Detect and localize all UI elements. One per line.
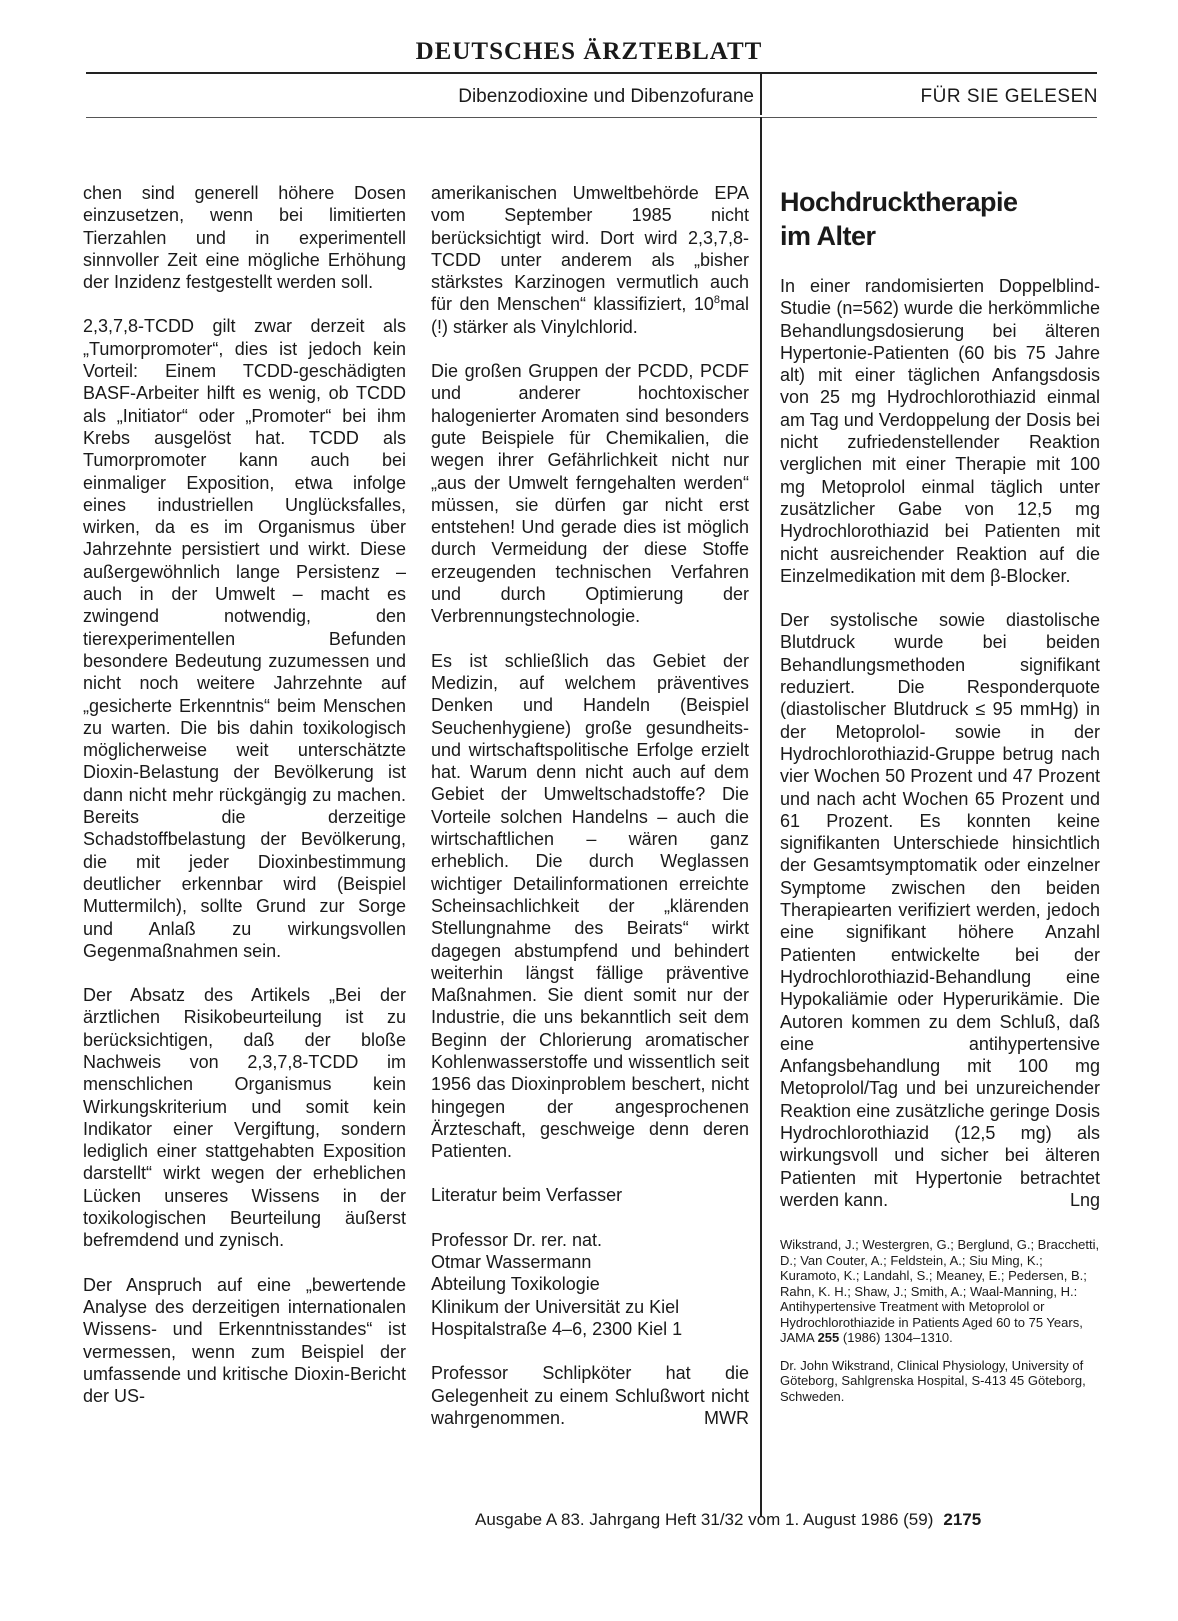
editor-initials: Lng bbox=[1069, 1189, 1100, 1210]
paragraph: amerikanischen Umweltbehörde EPA vom September 1985 nicht berücksichtigt wird. Dort wird 2,3,7,8-TCDD unter anderem als „bisher stärkstes Karzinogen vermutlich auch für den Menschen“ klassifiziert, $10^8mal$ (!) stärker als Vinylchlorid. bbox=[431, 183, 749, 337]
column-divider bbox=[760, 117, 762, 1517]
closing-note: Professor Schlipköter hat die Gelegenheit zu einem Schlußwort nicht wahrgenommen. MWR bbox=[431, 1363, 749, 1428]
paragraph: Der Anspruch auf eine „bewertende Analyse des derzeitigen internationalen Wissens- und Erkenntnisstandes“ ist vermessen, wenn zum Beispiel der umfassende und kritische Dioxin-Bericht der US- bbox=[83, 1274, 406, 1407]
column-2 bbox=[431, 182, 749, 1451]
page-number: 2175 bbox=[943, 1510, 982, 1529]
journal-masthead: DEUTSCHES ÄRZTEBLATT bbox=[415, 38, 763, 65]
author-contact: Dr. John Wikstrand, Clinical Physiology, University of Göteborg, Sahlgrenska Hospital, S-413 45 Göteborg, Schweden. bbox=[780, 1357, 1086, 1404]
paragraph: In einer randomisierten Doppelblind-Studie (n=562) wurde die herkömmliche Behandlungsdosierung bei älteren Hypertonie-Patienten (60 bis 75 Jahre alt) mit einer täglichen Anfangsdosis von 25 mg Hydrochlorothiazid einmal am Tag und Verdoppelung der Dosis bei nicht zufriedenstellender Reaktion verglichen mit einer Therapie mit 100 mg Metoprolol einmal täglich unter zusätzlicher Gabe von 12,5 mg Hydrochlorothiazid bei Patienten mit nicht ausreichender Reaktion auf die Einzelmedikation mit dem β-Blocker. bbox=[780, 276, 1100, 586]
references bbox=[780, 1237, 1100, 1404]
column-1 bbox=[83, 182, 406, 1429]
section-label: FÜR SIE GELESEN bbox=[920, 86, 1098, 107]
masthead-rule bbox=[86, 72, 1097, 74]
article-title: Hochdrucktherapie im Alter bbox=[780, 187, 1018, 251]
reference: Wikstrand, J.; Westergren, G.; Berglund, G.; Bracchetti, D.; Van Couter, A.; Feldstein, A.; Siu Ming, K.; Kuramoto, K.; Landahl, S.; Meaney, E.; Pedersen, B.; Rahn, K. H.; Shaw, J.; Smith, A.; Waal-Manning, H.: Antihypertensive Treatment with Metoprolol or Hydrochlorothiazide in Patients Aged 60 to 75 Years, JAMA 255 (1986) 1304–1310. bbox=[780, 1237, 1100, 1346]
paragraph: Der systolische sowie diastolische Blutdruck wurde bei beiden Behandlungsmethoden signifikant reduziert. Die Responderquote (diastolischer Blutdruck ≤ 95 mmHg) in der Metoprolol- sowie in der Hydrochlorothiazid-Gruppe betrug nach vier Wochen 50 Prozent und 47 Prozent und nach acht Wochen 65 Prozent und 61 Prozent. Es konnten keine signifikanten Unterschiede hinsichtlich der Gesamtsymptomatik oder einzelner Symptome zwischen den beiden Therapiearten verifiziert werden, jedoch eine signifikant höhere Anzahl Patienten entwickelte bei der Hydrochlorothiazid-Behandlung eine Hypokaliämie oder Hyperurikämie. Die Autoren kommen zu dem Schluß, daß eine antihypertensive Anfangsbehandlung mit 100 mg Metoprolol/Tag und bei unzureichender Reaktion eine zusätzliche geringe Dosis Hydrochlorothiazid (12,5 mg) als wirkungsvoll und sicher bei älteren Patienten mit Hypertonie betrachtet werden kann. Lng bbox=[780, 610, 1100, 1210]
literature-note: Literatur beim Verfasser bbox=[431, 1185, 623, 1206]
paragraph: 2,3,7,8-TCDD gilt zwar derzeit als „Tumorpromoter“, dies ist jedoch kein Vorteil: Einem TCDD-geschädigten BASF-Arbeiter hilft es wenig, ob TCDD als „Initiator“ oder „Promoter“ bei ihm Krebs ausgelöst hat. TCDD als Tumorpromoter kann auch bei einmaliger Exposition, etwa infolge eines industriellen Unglücksfalles, wirken, da es im Organismus über Jahrzehnte persistiert und wirkt. Diese außergewöhnlich lange Persistenz – auch in der Umwelt – macht es zwingend notwendig, den tierexperimentellen Befunden besondere Bedeutung zuzumessen und nicht noch weitere Jahrzehnte auf „gesicherte Erkenntnis“ beim Menschen zu warten. Die bis dahin toxikologisch möglicherweise weit unterschätzte Dioxin-Belastung der Bevölkerung ist dann nicht mehr rückgängig zu machen. Bereits die derzeitige Schadstoffbelastung der Bevölkerung, die mit jeder Dioxinbestimmung deutlicher erkennbar wird (Beispiel Muttermilch), sollte Grund zur Sorge und Anlaß zu wirkungsvollen Gegenmaßnahmen sein. bbox=[83, 316, 406, 961]
paragraph: Die großen Gruppen der PCDD, PCDF und anderer hochtoxischer halogenierter Aromaten sind besonders gute Beispiele für Chemikalien, die wegen ihrer Gefährlichkeit nicht nur „aus der Umwelt ferngehalten werden“ müssen, sie dürfen gar nicht erst entstehen! Und gerade dies ist möglich durch Vermeidung der diese Stoffe erzeugenden technischen Verfahren und durch Optimierung der Verbrennungstechnologie. bbox=[431, 361, 749, 627]
paragraph: Es ist schließlich das Gebiet der Medizin, auf welchem präventives Denken und Handeln (Beispiel Seuchenhygiene) große gesundheits- und wirtschaftspolitische Erfolge erzielt hat. Warum denn nicht auch auf dem Gebiet der Umweltschadstoffe? Die Vorteile solchen Handelns – auch die wirtschaftlichen – wären ganz erheblich. Die durch Weglassen wichtiger Detailinformationen erreichte Scheinsachlichkeit der „klärenden Stellungnahme des Beirats“ wirkt dagegen abstumpfend und behindert weiterhin längst fällige präventive Maßnahmen. Sie dient somit nur der Industrie, die uns bekanntlich seit dem Beginn der Chlorierung aromatischer Kohlenwasserstoffe und wissentlich seit 1956 das Dioxinproblem beschert, nicht hingegen der angesprochenen Ärzteschaft, geschweige denn deren Patienten. bbox=[431, 650, 749, 1162]
exponent: 8 bbox=[713, 294, 720, 307]
issue-info: Ausgabe A 83. Jahrgang Heft 31/32 vom 1. August 1986 (59) bbox=[475, 1510, 934, 1529]
page-footer bbox=[475, 1510, 981, 1530]
author-address: Professor Dr. rer. nat. Otmar Wassermann Abteilung Toxikologie Klinikum der Universität zu Kiel Hospitalstraße 4–6, 2300 Kiel 1 bbox=[431, 1229, 683, 1339]
column-3 bbox=[780, 185, 1100, 1416]
editor-initials: MWR bbox=[704, 1407, 749, 1428]
header-rule bbox=[86, 117, 1097, 118]
header-divider bbox=[760, 73, 762, 115]
paragraph: Der Absatz des Artikels „Bei der ärztlichen Risikobeurteilung ist zu berücksichtigen, daß der bloße Nachweis von 2,3,7,8-TCDD im menschlichen Organismus kein Wirkungskriterium und somit kein Indikator einer Vergiftung, sondern lediglich einer stattgehabten Exposition darstellt“ wirkt wegen der erheblichen Lücken unseres Wissens in der toxikologischen Beurteilung äußerst befremdend und zynisch. bbox=[83, 985, 406, 1251]
paragraph: chen sind generell höhere Dosen einzusetzen, wenn bei limitierten Tierzahlen und in experimentell sinnvoller Zeit eine mögliche Erhöhung der Inzidenz festgestellt werden soll. bbox=[83, 183, 406, 293]
article-topic: Dibenzodioxine und Dibenzofurane bbox=[458, 86, 754, 107]
